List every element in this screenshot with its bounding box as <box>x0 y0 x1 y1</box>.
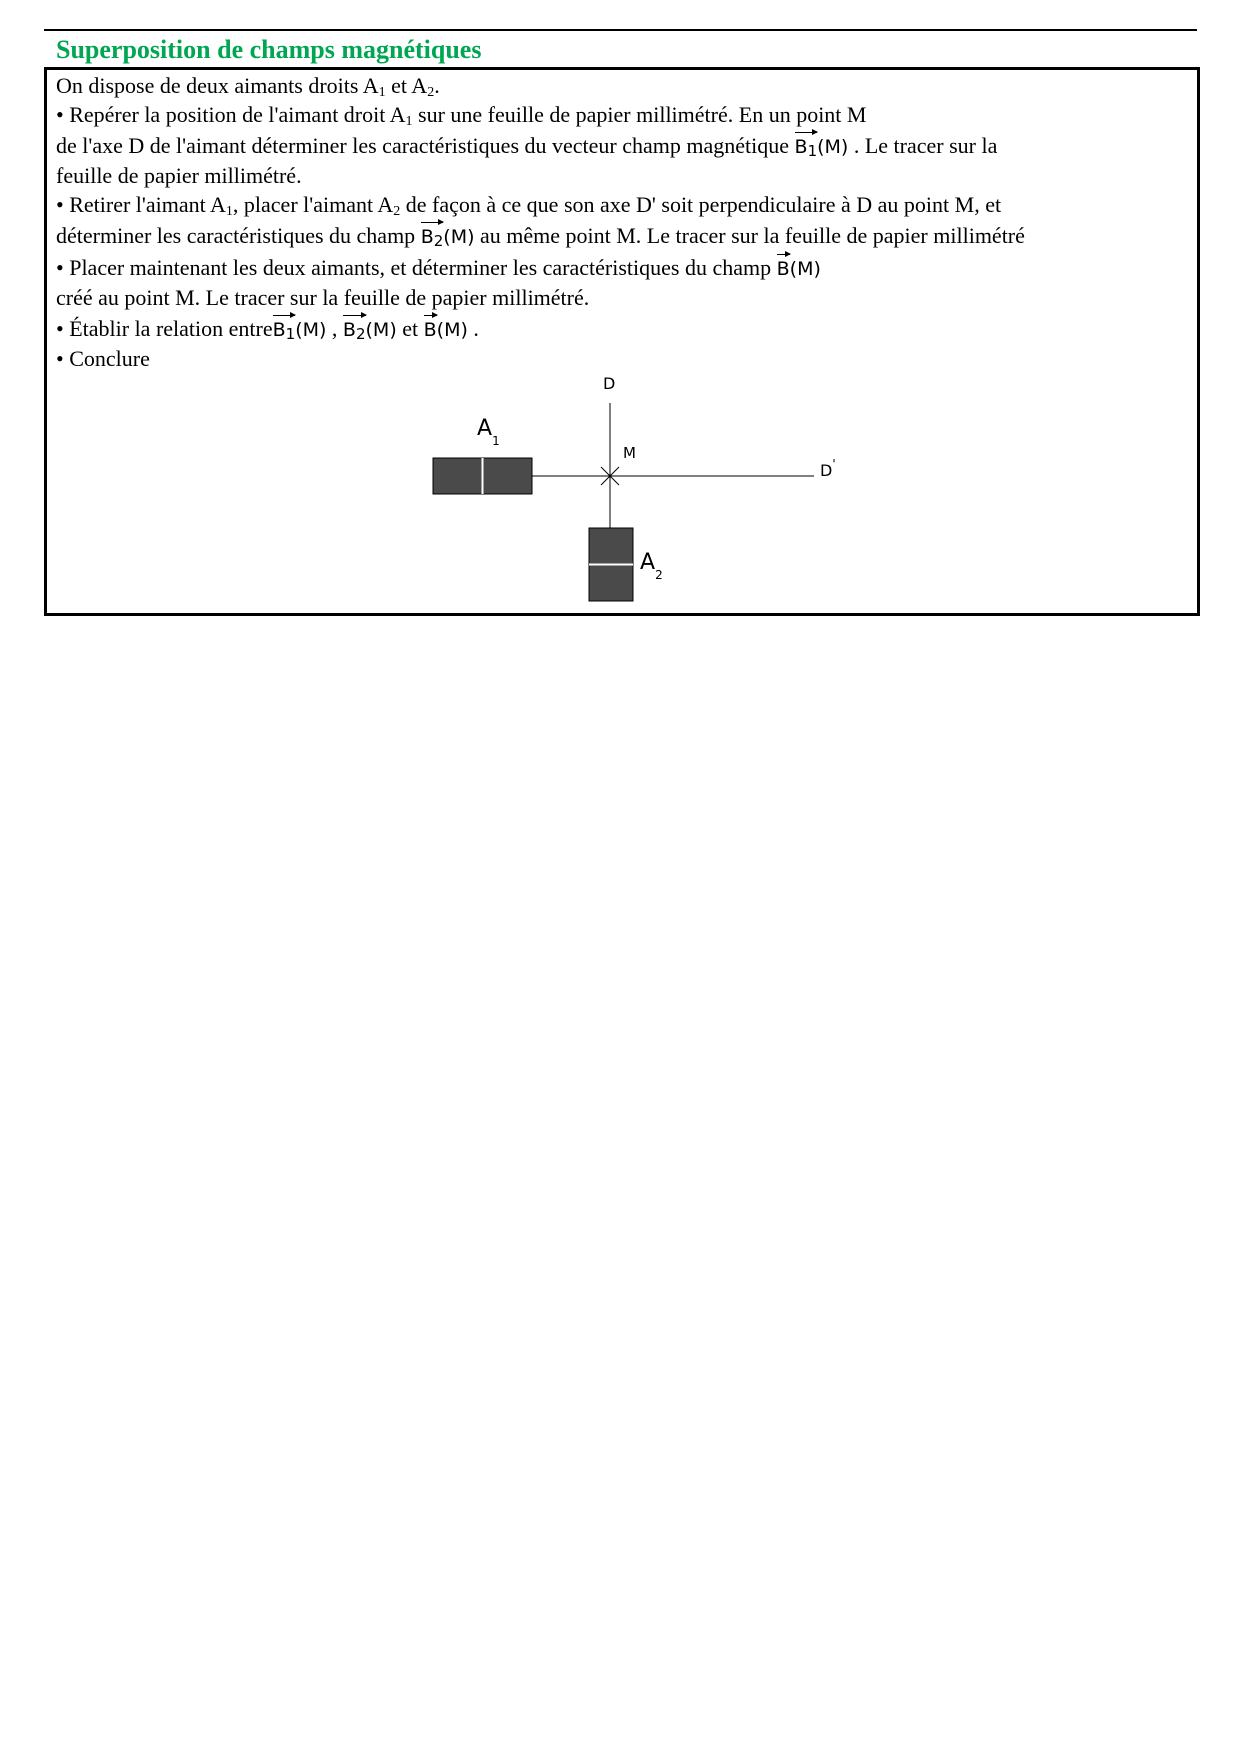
vector-b2: B2 <box>343 313 366 345</box>
bullet-5-line: • Conclure <box>56 346 150 371</box>
bullet-4-line: • Établir la relation entre B1(M) , B2(M) et B(M) . <box>56 312 1186 344</box>
vector-b1: B1 <box>795 130 818 162</box>
vector-b2: B2 <box>421 220 444 252</box>
bullet-2-line-2: déterminer les caractéristiques du champ B2(M) au même point M. Le tracer sur la feuille de papier millimétré <box>56 219 1186 251</box>
bullet-3-line-2: créé au point M. Le tracer sur la feuille de papier millimétré. <box>56 285 590 310</box>
label-magnet-a1: $A_1$ <box>477 416 500 448</box>
section-title: Superposition de champs magnétiques <box>56 35 482 64</box>
label-point-m: M <box>623 444 636 462</box>
label-magnet-a2: $A_2$ <box>640 550 663 582</box>
bullet-1-line-3: feuille de papier millimétré. <box>56 163 302 188</box>
magnets-diagram <box>44 370 1194 610</box>
bullet-1-line-1: • Repérer la position de l'aimant droit $A_1$ sur une feuille de papier millimétré. En un point M <box>56 102 867 129</box>
vector-b: B <box>424 313 437 341</box>
label-axis-d: D <box>603 374 616 393</box>
top-rule <box>44 29 1197 31</box>
exercise-text <box>56 71 1186 373</box>
label-axis-d-prime: D' <box>820 457 836 480</box>
vector-b1: B1 <box>273 313 296 345</box>
intro-line: On dispose de deux aimants droits $A_1$ et $A_2$. <box>56 73 440 100</box>
bullet-3-line-1: • Placer maintenant les deux aimants, et déterminer les caractéristiques du champ B(M) <box>56 251 1186 283</box>
magnets-figure <box>44 370 1194 610</box>
bullet-2-line-1: • Retirer l'aimant $A_1$, placer l'aimant $A_2$ de façon à ce que son axe D' soit perpendiculaire à D au point M, et <box>56 192 1002 219</box>
bullet-1-line-2: de l'axe D de l'aimant déterminer les caractéristiques du vecteur champ magnétique B1(M) . Le tracer sur la <box>56 129 1186 161</box>
vector-b: B <box>777 252 790 280</box>
